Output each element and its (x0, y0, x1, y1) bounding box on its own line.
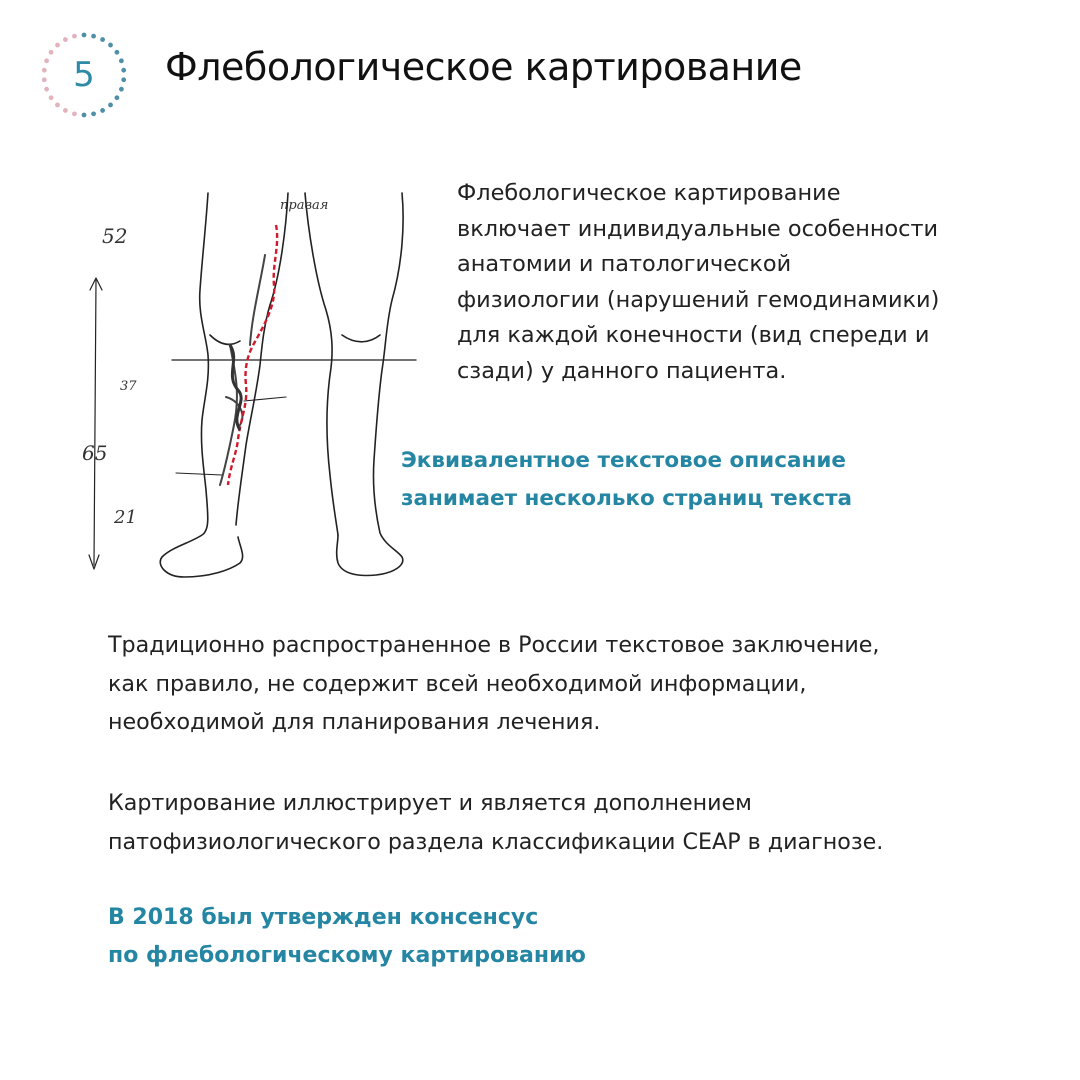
paragraph-ceap (108, 784, 1058, 861)
intro-line: сзади) у данного пациента. (457, 357, 787, 384)
consensus-text (108, 899, 1008, 975)
measure-52: 52 (102, 224, 128, 248)
right-leg-outer-contour (337, 193, 403, 576)
highlight-line: Эквивалентное текстовое описание (401, 448, 846, 473)
measure-37: 37 (120, 379, 137, 394)
page-title: Флебологическое картирование (165, 45, 802, 89)
highlight-line: занимает несколько страниц текста (401, 486, 853, 511)
left-leg-inner-contour (236, 193, 288, 525)
paragraph-line: необходимой для планирования лечения. (108, 709, 601, 735)
measure-21: 21 (114, 507, 137, 528)
consensus-line: по флебологическому картированию (108, 943, 586, 968)
paragraph-line: как правило, не содержит всей необходимой информации, (108, 670, 807, 697)
paragraph-line: патофизиологического раздела классификации CEAP в диагнозе. (108, 828, 884, 855)
right-leg-inner-contour (305, 193, 338, 535)
measure-65: 65 (82, 441, 108, 465)
intro-text (457, 176, 1057, 389)
legs-drawing (80, 185, 425, 595)
vein-network (220, 255, 265, 485)
left-leg-outer-contour (160, 193, 242, 577)
left-knee-mark (210, 335, 240, 344)
pointer-line-1 (244, 397, 286, 401)
paragraph-line: Традиционно распространенное в России текстовое заключение, (108, 632, 880, 658)
slide-number-badge (38, 29, 130, 121)
paragraph-line: Картирование иллюстрирует и является дополнением (108, 790, 752, 816)
intro-line: Флебологическое картирование (457, 180, 841, 206)
pointer-line-2 (176, 473, 222, 475)
paragraph-traditional-conclusion (108, 626, 1058, 742)
intro-line: включает индивидуальные особенности (457, 215, 939, 242)
measure-arrow-up (94, 280, 96, 565)
consensus-line: В 2018 был утвержден консенсус (108, 905, 539, 930)
intro-line: физиологии (нарушений гемодинамики) (457, 286, 940, 313)
intro-line: анатомии и патологической (457, 251, 792, 277)
highlight-text (401, 442, 1071, 518)
slide-number: 5 (73, 55, 95, 95)
intro-line: для каждой конечности (вид спереди и (457, 322, 930, 348)
side-label: правая (280, 198, 329, 213)
leg-mapping-sketch (80, 185, 425, 595)
varicose-vein-path (228, 225, 277, 485)
right-knee-mark (342, 335, 380, 342)
